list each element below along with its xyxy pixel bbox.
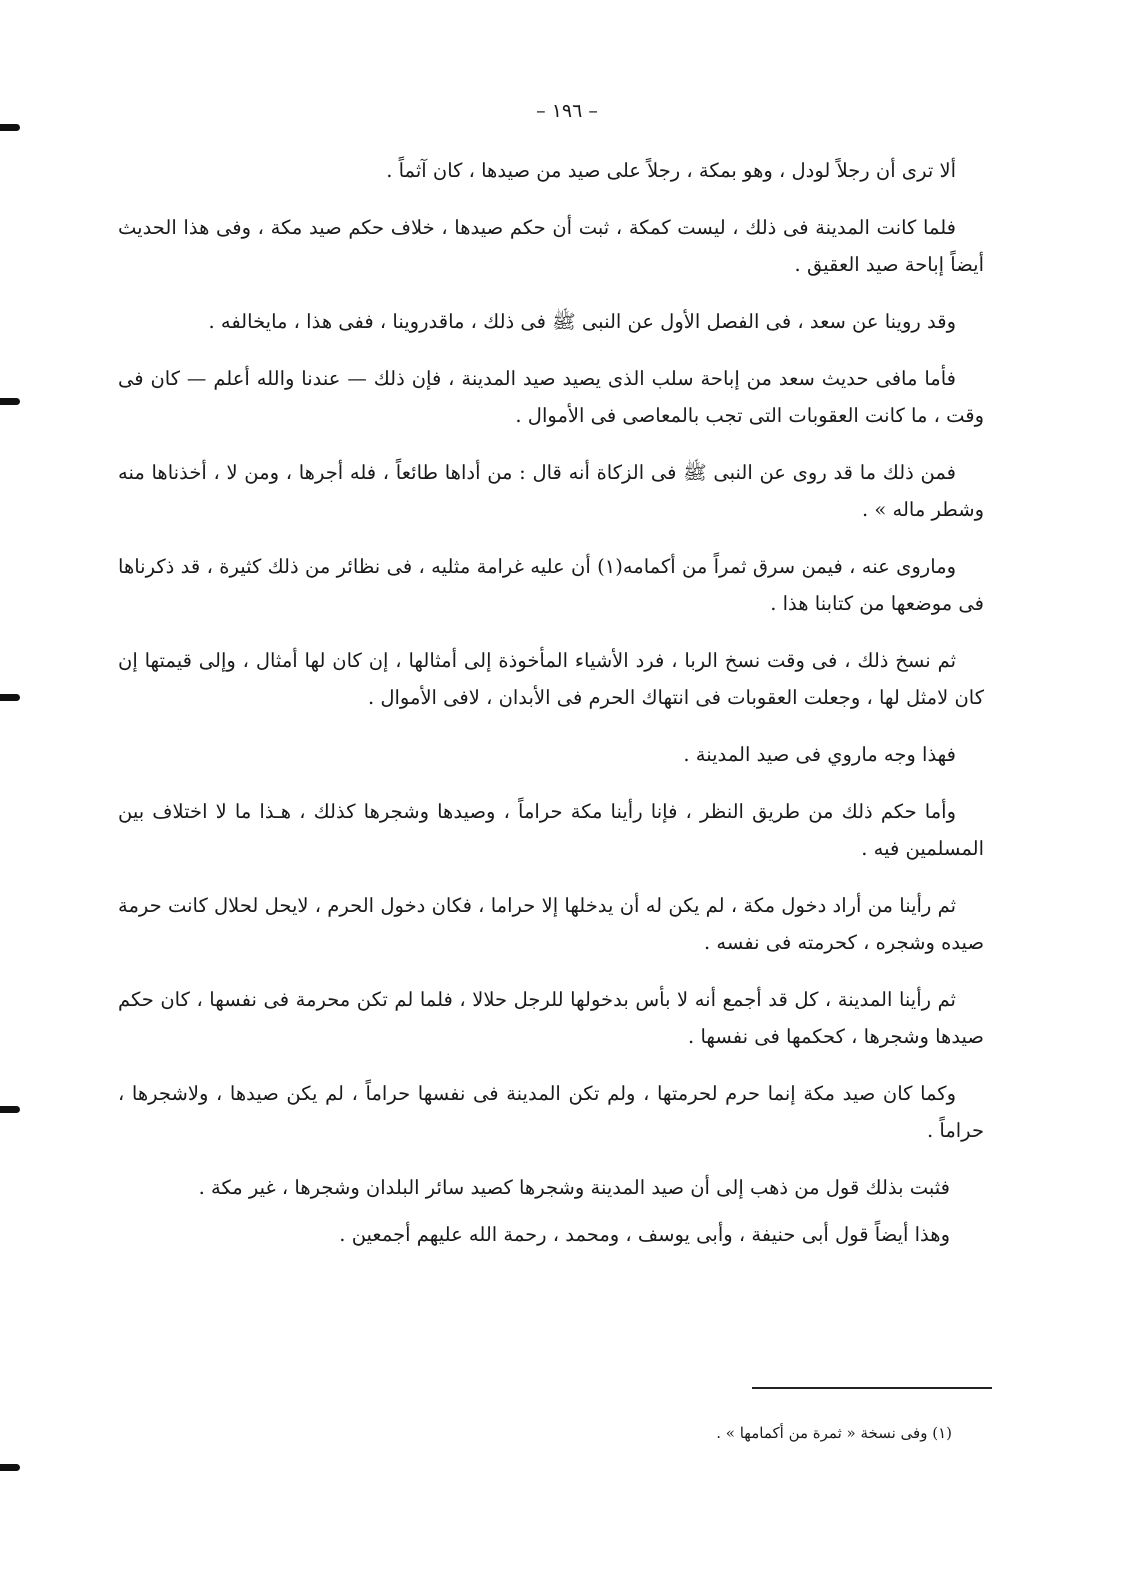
paragraph: ثم نسخ ذلك ، فى وقت نسخ الربا ، فرد الأشياء المأخوذة إلى أمثالها ، إن كان لها أمثال ، وإلى قيمتها إن كان لامثل لها ، وجعلت العقوبات فى انتهاك الحرم فى الأبدان ، لافى الأموال .: [118, 649, 984, 709]
paragraph: فمن ذلك ما قد روى عن النبى ﷺ فى الزكاة أنه قال : من أداها طائعاً ، فله أجرها ، ومن لا ، أخذناها منه وشطر ماله » .: [118, 461, 984, 521]
paragraph: ألا ترى أن رجلاً لودل ، وهو بمكة ، رجلاً على صيد من صيدها ، كان آثماً .: [386, 159, 956, 182]
page-number: – ١٩٦ –: [536, 100, 598, 122]
closing-paragraph: فثبت بذلك قول من ذهب إلى أن صيد المدينة وشجرها كصيد سائر البلدان وشجرها ، غير مكة .: [198, 1176, 950, 1199]
paragraph: وماروى عنه ، فيمن سرق ثمراً من أكمامه(١) أن عليه غرامة مثليه ، فى نظائر من ذلك كثيرة ، قد ذكرناها فى موضعها من كتابنا هذا .: [118, 555, 984, 615]
footnote: (١) وفى نسخة « ثمرة من أكمامها » .: [716, 1424, 952, 1442]
paragraph: ثم رأينا المدينة ، كل قد أجمع أنه لا بأس بدخولها للرجل حلالا ، فلما لم تكن محرمة فى نفسها ، كان حكم صيدها وشجرها ، كحكمها فى نفسها .: [118, 988, 984, 1048]
paragraph: وأما حكم ذلك من طريق النظر ، فإنا رأينا مكة حراماً ، وصيدها وشجرها كذلك ، هـذا ما لا اختلاف بين المسلمين فيه .: [118, 800, 984, 860]
scan-edge-mark: [0, 1106, 20, 1113]
paragraph: وكما كان صيد مكة إنما حرم لحرمتها ، ولم تكن المدينة فى نفسها حراماً ، لم يكن صيدها ، ولاشجرها ، حراماً .: [118, 1082, 984, 1142]
paragraph: فلما كانت المدينة فى ذلك ، ليست كمكة ، ثبت أن حكم صيدها ، خلاف حكم صيد مكة ، وفى هذا الحديث أيضاً إباحة صيد العقيق .: [118, 216, 984, 276]
paragraph: فهذا وجه ماروي فى صيد المدينة .: [683, 743, 956, 766]
scan-edge-mark: [0, 694, 20, 701]
scan-edge-mark: [0, 1464, 20, 1471]
paragraph: وقد روينا عن سعد ، فى الفصل الأول عن النبى ﷺ فى ذلك ، ماقدروينا ، ففى هذا ، مايخالفه .: [208, 310, 956, 333]
closing-paragraph: وهذا أيضاً قول أبى حنيفة ، وأبى يوسف ، ومحمد ، رحمة الله عليهم أجمعين .: [339, 1223, 950, 1246]
paragraph: ثم رأينا من أراد دخول مكة ، لم يكن له أن يدخلها إلا حراما ، فكان دخول الحرم ، لايحل لحلال كانت حرمة صيده وشجره ، كحرمته فى نفسه .: [118, 894, 984, 954]
scan-edge-mark: [0, 124, 20, 131]
paragraph: فأما مافى حديث سعد من إباحة سلب الذى يصيد صيد المدينة ، فإن ذلك — عندنا والله أعلم — كان فى وقت ، ما كانت العقوبات التى تجب بالمعاصى فى الأموال .: [118, 367, 984, 427]
closing-section: [118, 1169, 984, 1253]
body-text: [118, 152, 984, 1263]
footnote-divider: [752, 1387, 992, 1389]
scan-edge-mark: [0, 398, 20, 405]
